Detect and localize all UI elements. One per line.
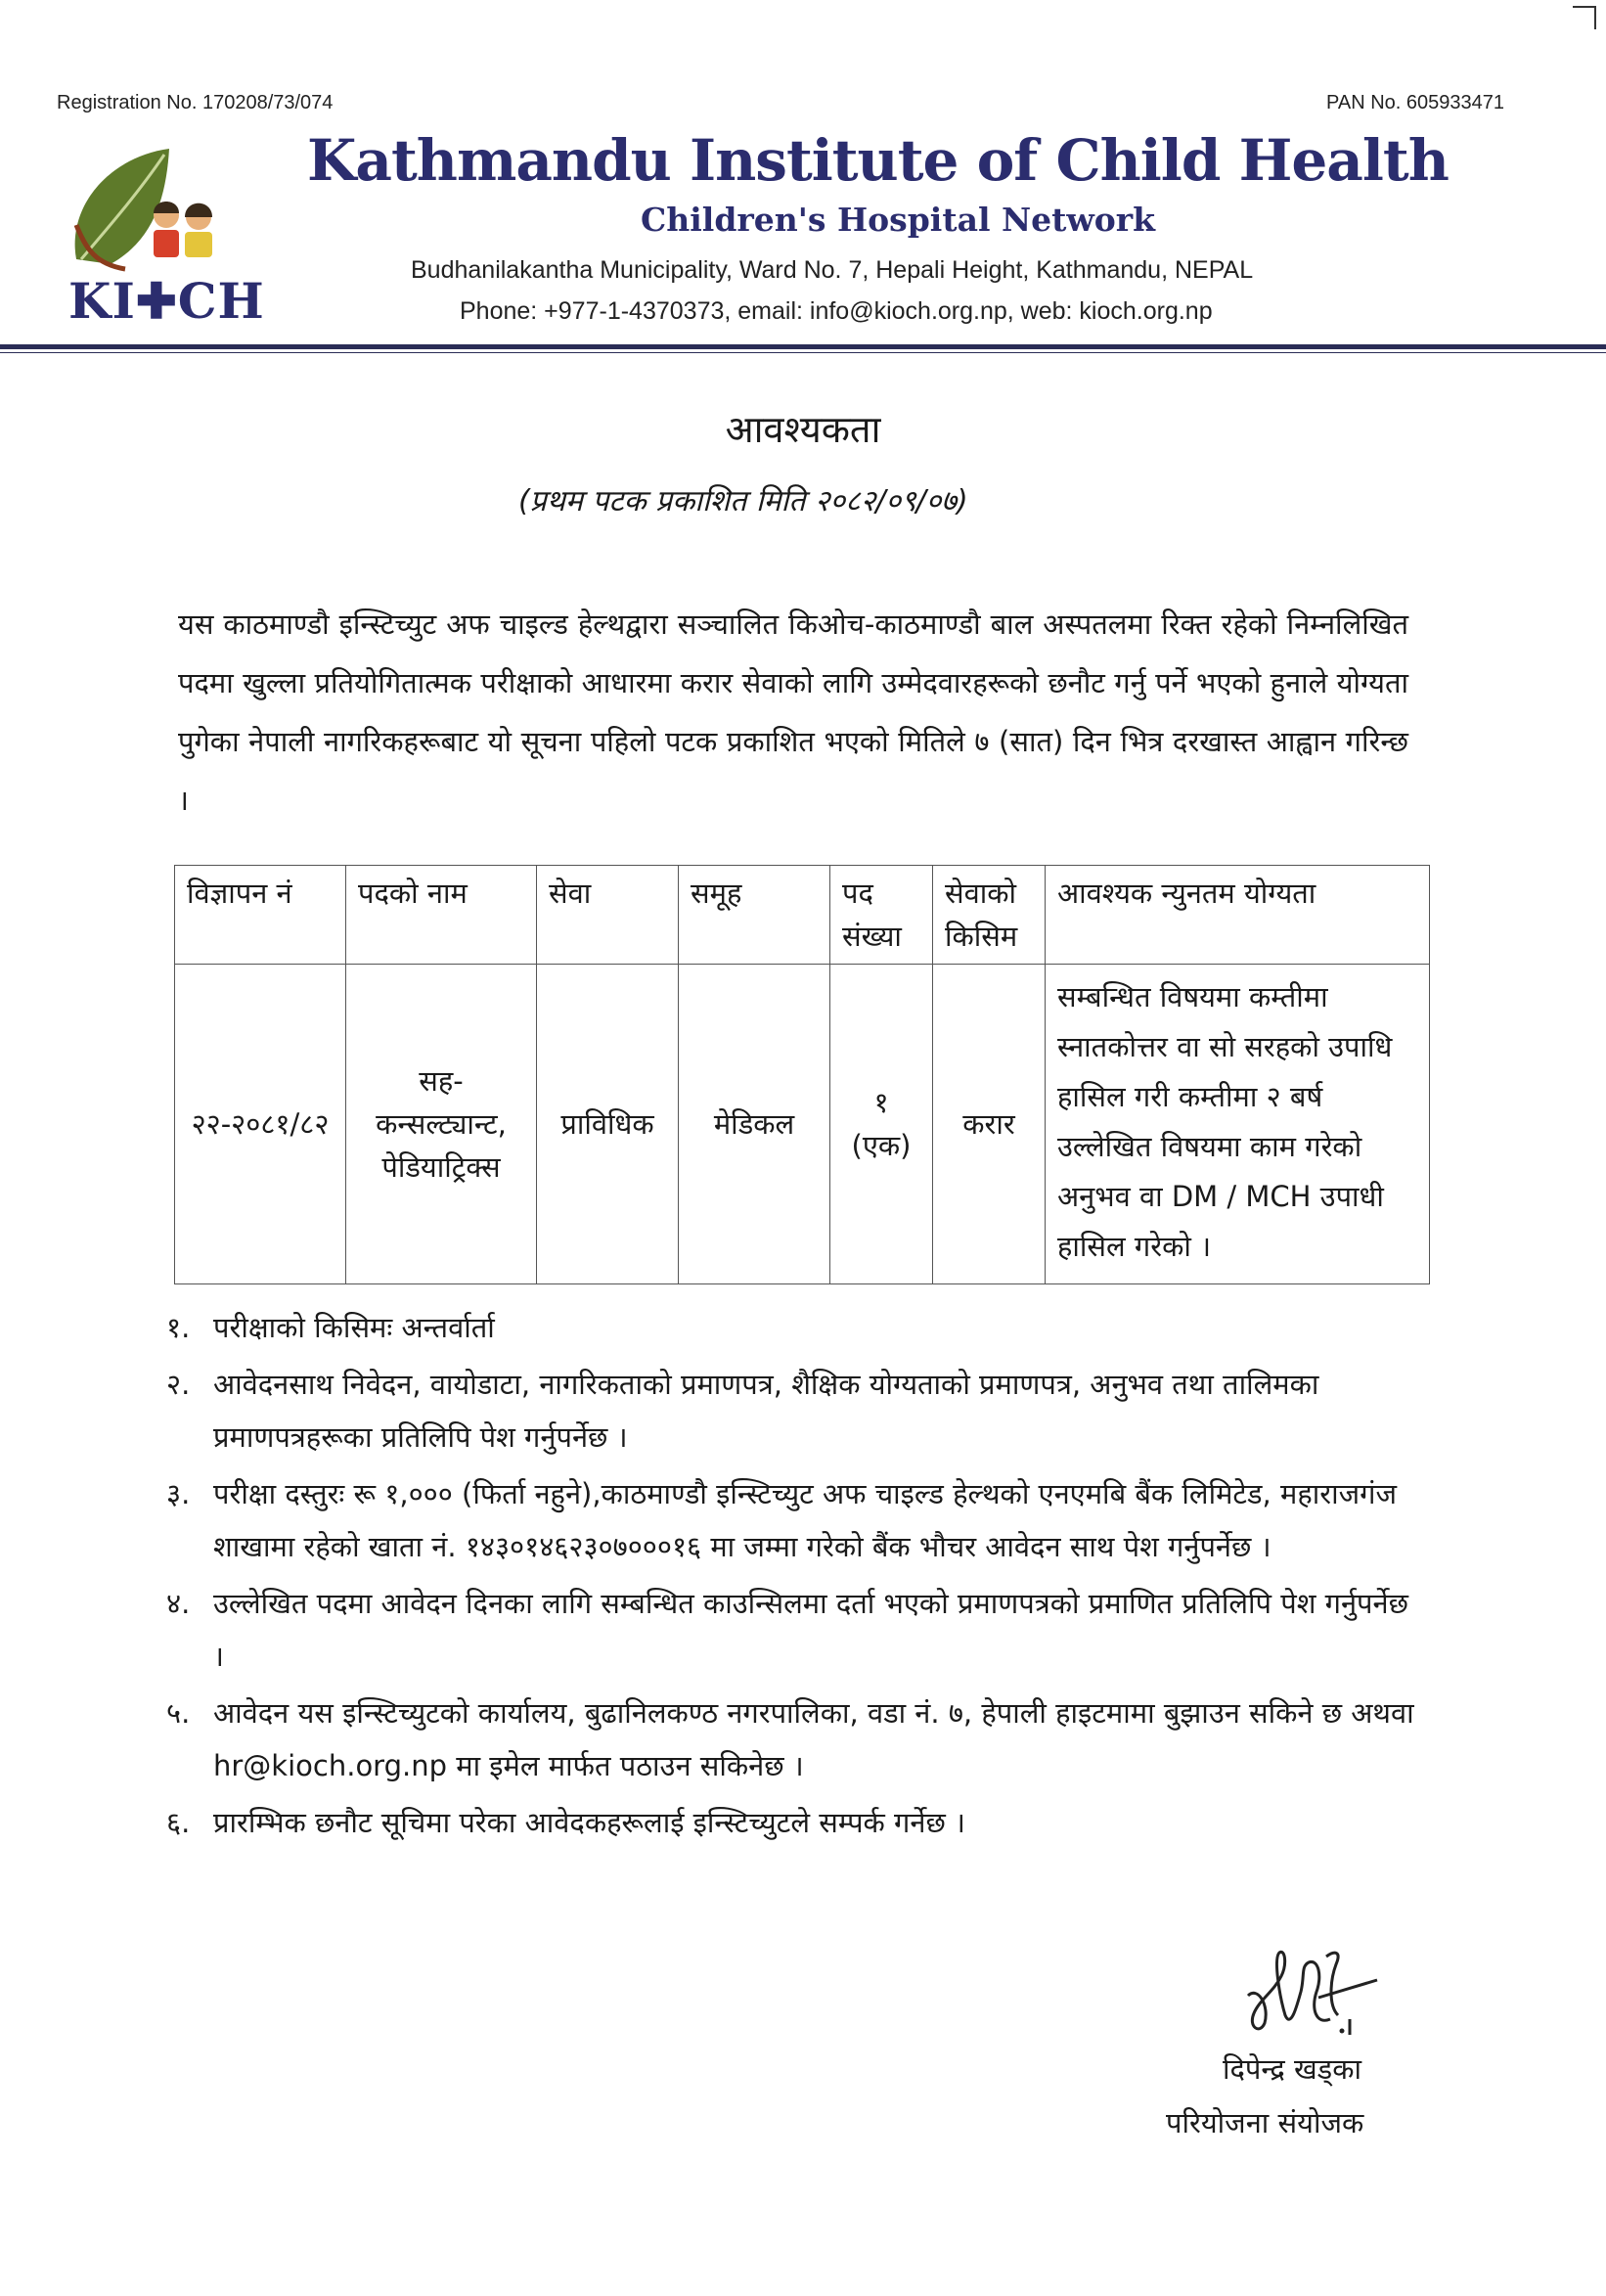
header-divider-thin [0, 352, 1606, 353]
col-ad-number: विज्ञापन नं [175, 866, 346, 965]
organization-address: Budhanilakantha Municipality, Ward No. 7, Hepali Height, Kathmandu, NEPAL [411, 256, 1254, 284]
note-text: प्रारम्भिक छनौट सूचिमा परेका आवेदकहरूलाई इन्स्टिच्युटले सम्पर्क गर्नेछ । [213, 1806, 965, 1839]
notice-title: आवश्यकता [725, 408, 881, 451]
note-text: परीक्षाको किसिमः अन्तर्वार्ता [213, 1311, 495, 1344]
child-body-right [185, 232, 212, 257]
vacancy-table [174, 865, 1430, 1284]
note-text: आवेदन यस इन्स्टिच्युटको कार्यालय, बुढानिलकण्ठ नगरपालिका, वडा नं. ७, हेपाली हाइटमामा बुझाउन सकिने छ अथवा hr@kioch.org.np मा इमेल मार्फत पठाउन सकिनेछ । [213, 1696, 1414, 1782]
child-body-left [154, 230, 179, 257]
note-number: १. [166, 1311, 191, 1344]
note-number: २. [166, 1368, 191, 1401]
col-post-name: पदको नाम [346, 866, 537, 965]
handwritten-signature [1240, 1937, 1397, 2045]
col-service: सेवा [537, 866, 679, 965]
notice-subtitle: (प्रथम पटक प्रकाशित मिति २०८२/०९/०७) [518, 484, 968, 518]
list-item [166, 1358, 1418, 1463]
cell-service-type: करार [933, 965, 1046, 1284]
note-number: ६. [166, 1806, 191, 1839]
notice-intro: यस काठमाण्डौ इन्स्टिच्युट अफ चाइल्ड हेल्थद्वारा सञ्चालित किओच-काठमाण्डौ बाल अस्पतलमा रिक्त रहेको निम्नलिखित पदमा खुल्ला प्रतियोगितात्मक परीक्षाको आधारमा करार सेवाको लागि उम्मेदवारहरूको छनौट गर्नु पर्ने भएको हुनाले योग्यता पुगेका नेपाली नागरिकहरूबाट यो सूचना पहिलो पटक प्रकाशित भएको मितिले ७ (सात) दिन भित्र दरखास्त आह्वान गरिन्छ । [178, 608, 1408, 817]
list-item [166, 1301, 1418, 1354]
cell-ad-number: २२-२०८१/८२ [175, 965, 346, 1284]
note-text: परीक्षा दस्तुरः रू १,००० (फिर्ता नहुने),काठमाण्डौ इन्स्टिच्युट अफ चाइल्ड हेल्थको एनएमबि बैंक लिमिटेड, महाराजगंज शाखामा रहेको खाता नं. १४३०१४६२३०७०००१६ मा जम्मा गरेको बैंक भौचर आवेदन साथ पेश गर्नुपर्नेछ । [213, 1477, 1397, 1563]
registration-number: Registration No. 170208/73/074 [57, 92, 334, 113]
notes-list [166, 1301, 1418, 1853]
cell-qualification: सम्बन्धित विषयमा कम्तीमा स्नातकोत्तर वा सो सरहको उपाधि हासिल गरी कम्तीमा २ बर्ष उल्लेखित विषयमा काम गरेको अनुभव वा DM / MCH उपाधी हासिल गरेको । [1046, 965, 1430, 1284]
list-item [166, 1687, 1418, 1792]
cell-group: मेडिकल [679, 965, 830, 1284]
note-text: आवेदनसाथ निवेदन, वायोडाटा, नागरिकताको प्रमाणपत्र, शैक्षिक योग्यताको प्रमाणपत्र, अनुभव तथा तालिमका प्रमाणपत्रहरूका प्रतिलिपि पेश गर्नुपर्नेछ । [213, 1368, 1319, 1454]
col-qualification: आवश्यक न्युनतम योग्यता [1046, 866, 1430, 965]
table-header-row [175, 866, 1430, 965]
col-post-count: पद संख्या [830, 866, 933, 965]
list-item [166, 1577, 1418, 1683]
list-item [166, 1796, 1418, 1849]
table-row [175, 965, 1430, 1284]
col-service-type: सेवाको किसिम [933, 866, 1046, 965]
note-number: ५. [166, 1696, 191, 1730]
cell-service: प्राविधिक [537, 965, 679, 1284]
pan-number: PAN No. 605933471 [1326, 92, 1504, 113]
list-item [166, 1467, 1418, 1573]
logo-text: KI✚CH [68, 272, 265, 330]
corner-mark [1573, 6, 1596, 29]
organization-name: Kathmandu Institute of Child Health [307, 127, 1449, 194]
organization-contact: Phone: +977-1-4370373, email: info@kioch.org.np, web: kioch.org.np [460, 297, 1213, 325]
header-divider [0, 344, 1606, 349]
note-number: ४. [166, 1587, 191, 1620]
signatory-name: दिपेन्द्र खड्का [1223, 2052, 1361, 2086]
organization-subtitle: Children's Hospital Network [641, 201, 1156, 239]
note-text: उल्लेखित पदमा आवेदन दिनका लागि सम्बन्धित काउन्सिलमा दर्ता भएको प्रमाणपत्रको प्रमाणित प्रतिलिपि पेश गर्नुपर्नेछ । [213, 1587, 1408, 1673]
col-group: समूह [679, 866, 830, 965]
cell-post-name: सह-कन्सल्ट्यान्ट, पेडियाट्रिक्स [346, 965, 537, 1284]
note-number: ३. [166, 1477, 191, 1510]
cell-post-count: १ (एक) [830, 965, 933, 1284]
signatory-title: परियोजना संयोजक [1166, 2106, 1364, 2139]
